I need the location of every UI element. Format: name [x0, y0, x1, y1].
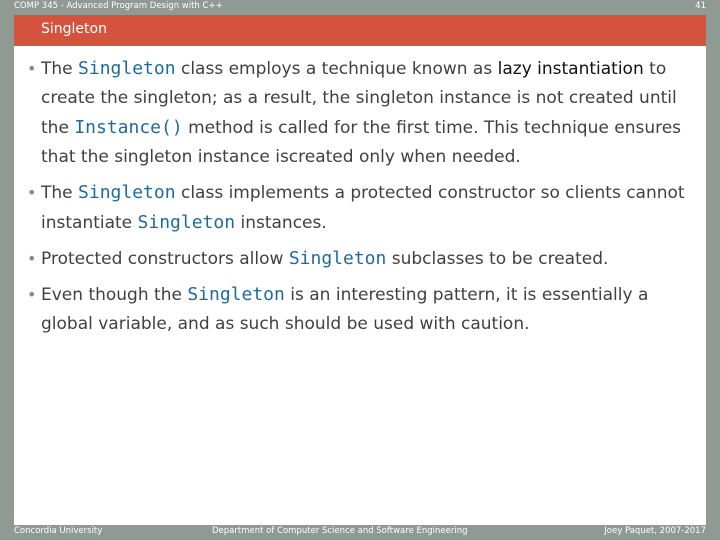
- footer-bar: [0, 525, 720, 540]
- bullet-text: subclasses to be created.: [386, 249, 609, 269]
- code-instance-method: Instance(): [74, 117, 183, 138]
- bullet-text: Even though the: [41, 285, 188, 305]
- footer-author: Joey Paquet, 2007-2017: [604, 526, 706, 536]
- bullet-text: class implements a protected constructor so clients cannot instantiate: [41, 183, 685, 233]
- code-singleton: Singleton: [288, 248, 387, 269]
- footer-department: Department of Computer Science and Software Engineering: [212, 526, 468, 536]
- emphasis-lazy-instantiation: lazy instantiation: [497, 59, 644, 79]
- bullet-lazy-instantiation: [27, 54, 699, 172]
- slide-number: 41: [695, 1, 706, 11]
- header-bar: [0, 0, 720, 15]
- bullet-text: is an interesting pattern, it is essentially a global variable, and as such should be used with caution.: [41, 285, 649, 334]
- code-singleton: Singleton: [187, 284, 285, 305]
- footer-university: Concordia University: [14, 526, 103, 536]
- bullet-text: class employs a technique known as: [175, 59, 498, 79]
- bullet-text: The: [41, 59, 79, 79]
- bullet-list: [27, 54, 699, 345]
- bullet-text: The: [41, 183, 79, 203]
- code-singleton: Singleton: [78, 58, 176, 79]
- bullet-protected-constructor: [27, 178, 699, 238]
- bullet-text: to create the singleton; as a result, the singleton instance is not created until the: [41, 59, 677, 138]
- bullet-text: Protected constructors allow: [41, 249, 289, 269]
- slide-title: Singleton: [41, 21, 107, 37]
- title-band: [14, 15, 706, 46]
- bullet-text: instances.: [235, 213, 327, 233]
- bullet-text: method is called for the first time. This technique ensures that the singleton instance iscreated only when needed.: [41, 118, 682, 167]
- code-singleton: Singleton: [137, 212, 236, 233]
- code-singleton: Singleton: [78, 182, 176, 203]
- course-title: COMP 345 - Advanced Program Design with C++: [14, 1, 223, 11]
- bullet-global-variable: [27, 280, 699, 339]
- bullet-subclasses: [27, 244, 699, 274]
